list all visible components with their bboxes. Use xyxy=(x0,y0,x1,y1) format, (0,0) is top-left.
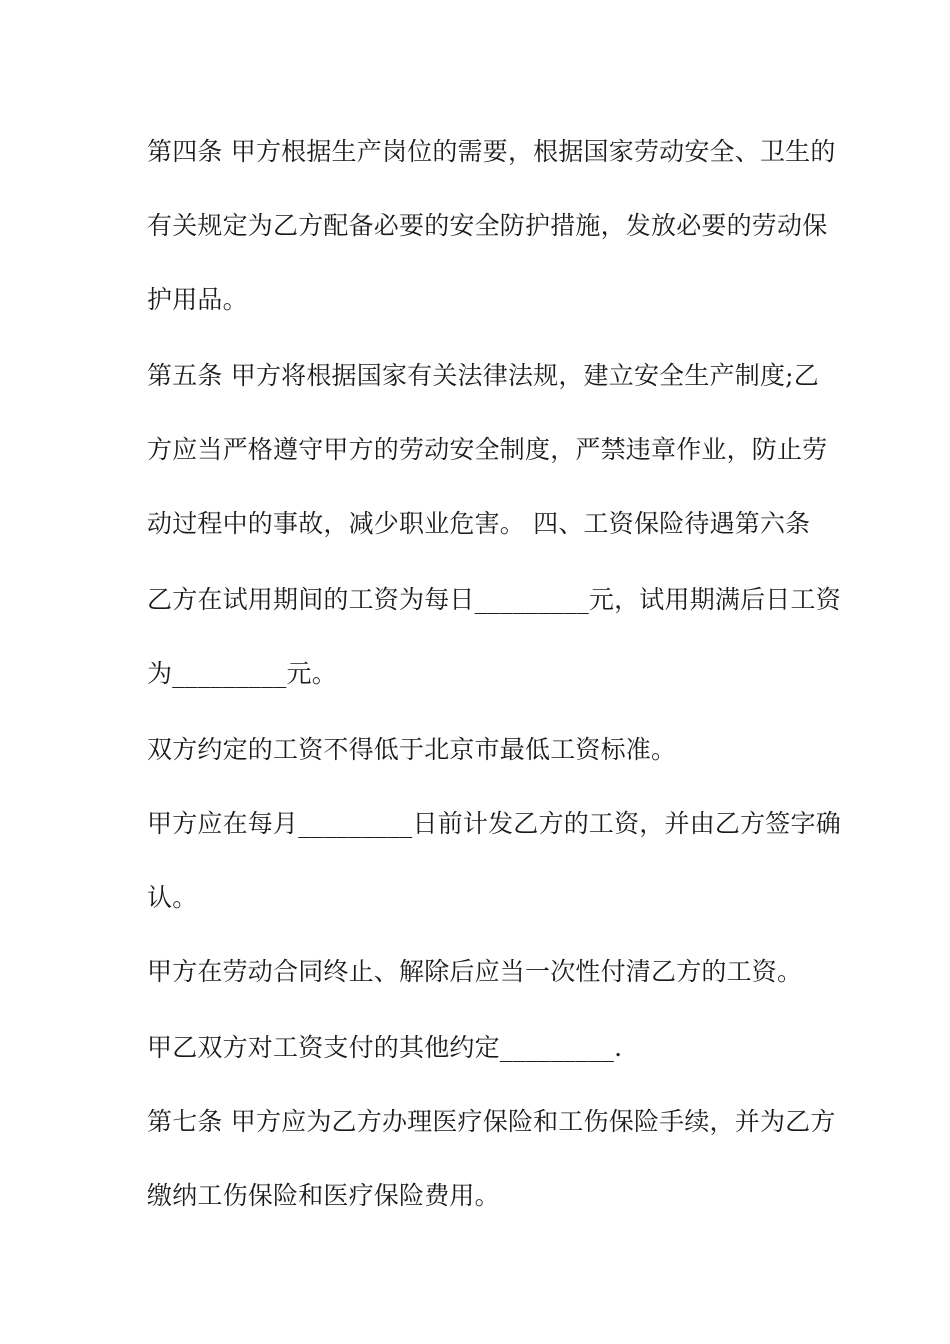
article-7-line-2: 缴纳工伤保险和医疗保险费用。 xyxy=(147,1181,500,1210)
article-5-line-1: 第五条 甲方将根据国家有关法律法规，建立安全生产制度;乙 xyxy=(147,361,819,390)
article-6-line-2: 为_________元。 xyxy=(147,659,337,688)
article-6-line-1: 乙方在试用期间的工资为每日_________元，试用期满后日工资 xyxy=(147,585,841,614)
article-7-line-1: 第七条 甲方应为乙方办理医疗保险和工伤保险手续，并为乙方 xyxy=(147,1107,836,1136)
pay-date-line-2: 认。 xyxy=(147,883,198,912)
article-4-line-3: 护用品。 xyxy=(147,285,248,314)
article-4-line-2: 有关规定为乙方配备必要的安全防护措施，发放必要的劳动保 xyxy=(147,211,828,240)
pay-date-line-1: 甲方应在每月_________日前计发乙方的工资，并由乙方签字确 xyxy=(147,809,841,838)
other-agreement-line: 甲乙双方对工资支付的其他约定_________. xyxy=(147,1033,623,1062)
article-4-line-1: 第四条 甲方根据生产岗位的需要，根据国家劳动安全、卫生的 xyxy=(147,137,836,166)
article-5-line-2: 方应当严格遵守甲方的劳动安全制度，严禁违章作业，防止劳 xyxy=(147,435,828,464)
wage-standard-line: 双方约定的工资不得低于北京市最低工资标准。 xyxy=(147,735,677,764)
final-wage-line: 甲方在劳动合同终止、解除后应当一次性付清乙方的工资。 xyxy=(147,957,803,986)
article-5-line-3: 动过程中的事故，减少职业危害。 四、工资保险待遇第六条 xyxy=(147,509,811,538)
